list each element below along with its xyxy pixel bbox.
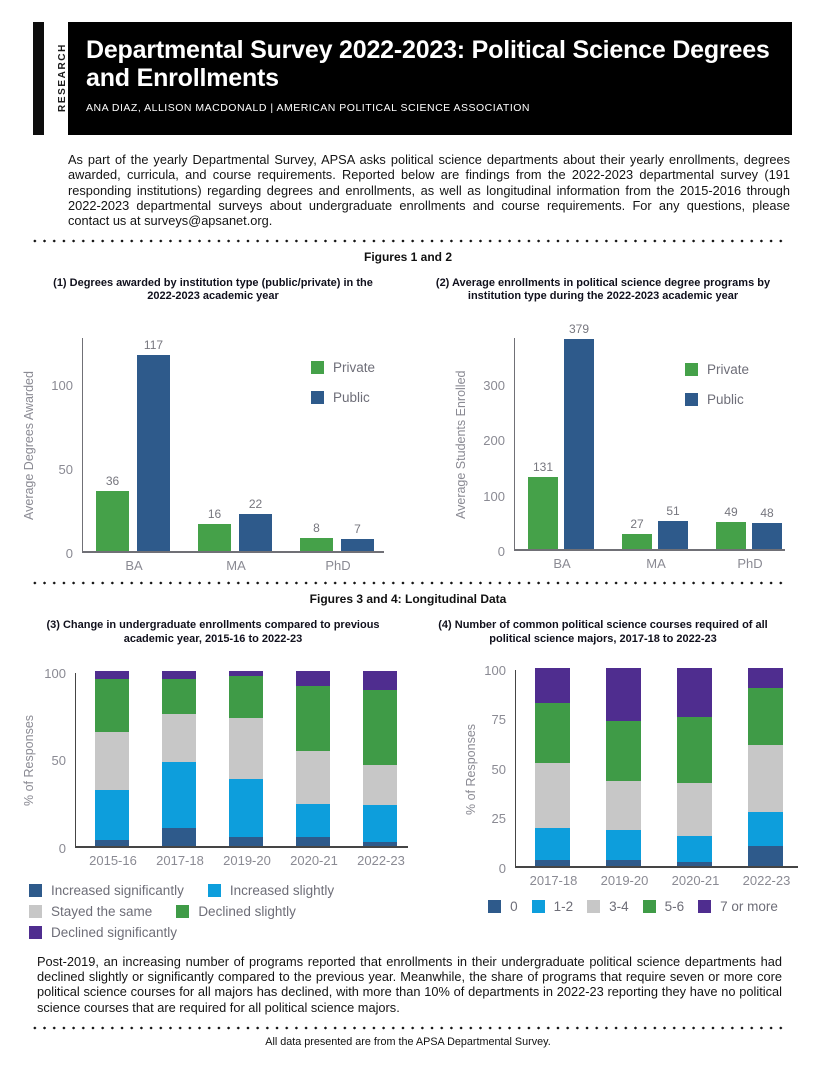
y-tick-label: 100 xyxy=(484,662,506,678)
legend-item xyxy=(176,904,296,919)
legend-label: 5-6 xyxy=(664,898,685,914)
y-tick-label: 50 xyxy=(58,462,73,478)
bar-value-label: 117 xyxy=(143,337,164,352)
legend-swatch xyxy=(685,393,698,406)
figure-2-y-ticks xyxy=(472,338,514,560)
figure-2 xyxy=(408,277,798,574)
legend-swatch xyxy=(532,900,545,913)
bar-with-label xyxy=(658,505,688,549)
figure-3-y-axis-label: % of Responses xyxy=(22,714,36,806)
legend-label: Public xyxy=(333,390,370,406)
legend-label: Public xyxy=(707,392,744,408)
legend-swatch xyxy=(29,905,42,918)
legend-item xyxy=(29,904,152,919)
figure-3-y-ticks xyxy=(40,665,75,856)
figures-1-2-row xyxy=(18,277,798,574)
bar-group xyxy=(528,323,594,549)
x-category-label: 2022-23 xyxy=(357,852,405,868)
stacked-bar xyxy=(677,668,712,866)
legend-item xyxy=(587,899,629,914)
stacked-bar xyxy=(229,671,263,846)
x-category-label: 2019-20 xyxy=(223,852,271,868)
bar-segment xyxy=(162,671,196,680)
bar-segment xyxy=(296,671,330,687)
bar-value-label: 379 xyxy=(568,322,590,336)
bar-segment xyxy=(296,804,330,837)
figure-2-plot-wrap xyxy=(514,322,785,572)
public-bar xyxy=(658,521,688,549)
bar-with-label xyxy=(96,475,129,551)
x-category-label: 2020-21 xyxy=(671,872,720,888)
x-category-label: PhD xyxy=(737,556,763,572)
bar-segment xyxy=(363,842,397,846)
intro-paragraph: As part of the yearly Departmental Survey, APSA asks political science departments about their yearly enrollments, degrees awarded, curricula, and course requirements. Reported below are findings from the 2022-2023 departmental survey (191 responding institutions) regarding degrees and enrollments, as well as longitudinal information from the 2015-2016 through 2022-2023 departmental surveys about undergraduate enrollments and course requirements. For any questions, please contact us at surveys@apsanet.org. xyxy=(68,152,790,229)
legend-label: Increased slightly xyxy=(229,882,335,898)
figure-4-chart xyxy=(460,662,798,888)
bar-value-label: 131 xyxy=(532,459,554,474)
bar-with-label xyxy=(300,522,333,551)
x-category-label: 2017-18 xyxy=(156,852,204,868)
y-tick-label: 100 xyxy=(483,488,505,504)
legend-item xyxy=(698,899,778,914)
bar-segment xyxy=(162,714,196,761)
bar-segment xyxy=(229,718,263,779)
bar-value-label: 36 xyxy=(105,473,120,488)
research-kicker: RESEARCH xyxy=(57,43,68,112)
bar-segment xyxy=(229,779,263,837)
bar-with-label xyxy=(341,523,374,551)
bar-segment xyxy=(677,836,712,862)
title-banner xyxy=(68,22,792,135)
bar-with-label xyxy=(716,506,746,549)
bar-segment xyxy=(162,679,196,714)
bar-value-label: 51 xyxy=(666,503,680,518)
bar-segment xyxy=(677,783,712,836)
legend-item xyxy=(643,899,685,914)
figures-3-4-row xyxy=(18,619,798,940)
legend-label: 7 or more xyxy=(720,898,778,914)
stacked-bar xyxy=(363,671,397,846)
legend-item xyxy=(488,899,518,914)
y-tick-label: 0 xyxy=(58,840,66,856)
figure-1 xyxy=(18,277,408,574)
y-tick-label: 0 xyxy=(498,860,506,876)
bar-segment xyxy=(95,790,129,841)
x-category-label: 2017-18 xyxy=(529,872,578,888)
legend-swatch xyxy=(29,926,42,939)
bar-value-label: 8 xyxy=(313,520,320,535)
legend-label: Stayed the same xyxy=(51,903,153,919)
figure-3-x-labels xyxy=(75,853,408,868)
x-category-label: PhD xyxy=(325,558,351,574)
stacked-bar xyxy=(606,668,641,866)
footer-source-note: All data presented are from the APSA Departmental Survey. xyxy=(265,1036,551,1049)
bar-segment xyxy=(296,837,330,846)
y-tick-label: 100 xyxy=(51,378,73,394)
legend-swatch xyxy=(587,900,600,913)
section-heading-figures-3-4: Figures 3 and 4: Longitudinal Data xyxy=(309,592,507,607)
bar-segment xyxy=(535,668,570,704)
y-tick-label: 300 xyxy=(483,377,505,393)
figure-4-legend xyxy=(468,899,798,914)
bar-segment xyxy=(535,860,570,866)
bar-segment xyxy=(606,830,641,860)
conclusion-paragraph: Post-2019, an increasing number of programs reported that enrollments in their undergraduate political science departments had declined slightly or significantly compared to the previous year. Meanwhile, the share of programs that require seven or more core political science courses for all majors has declined, with more than 10% of departments in 2022-23 reporting they have no political science courses that are required for all political science majors. xyxy=(37,953,782,1015)
bar-segment xyxy=(535,828,570,860)
x-category-label: 2022-23 xyxy=(742,872,791,888)
legend-swatch xyxy=(698,900,711,913)
section-heading-figures-1-2: Figures 1 and 2 xyxy=(363,249,453,264)
figure-1-y-axis-label: Average Degrees Awarded xyxy=(22,371,36,521)
bar-segment xyxy=(677,717,712,782)
bar-with-label xyxy=(528,461,558,550)
bar-segment xyxy=(95,679,129,732)
legend-item xyxy=(311,360,375,375)
figure-4-plot-area xyxy=(515,670,798,868)
legend-item xyxy=(311,390,375,405)
stacked-bar xyxy=(748,668,783,866)
stacked-bar xyxy=(535,668,570,866)
x-category-label: BA xyxy=(553,556,571,572)
legend-swatch xyxy=(311,391,324,404)
legend-item xyxy=(29,925,177,940)
x-category-label: 2019-20 xyxy=(600,872,649,888)
bar-value-label: 48 xyxy=(760,505,774,520)
bar-segment xyxy=(296,751,330,804)
legend-swatch xyxy=(29,884,42,897)
public-bar xyxy=(564,339,594,549)
bar-segment xyxy=(748,812,783,846)
bar-with-label xyxy=(622,518,652,549)
legend-label: Declined significantly xyxy=(51,924,178,940)
bar-segment xyxy=(535,763,570,828)
y-tick-label: 0 xyxy=(65,546,73,562)
dotted-divider xyxy=(30,239,788,243)
bar-segment xyxy=(229,837,263,846)
legend-swatch xyxy=(488,900,501,913)
bar-segment xyxy=(606,781,641,831)
private-bar xyxy=(716,522,746,549)
public-bar xyxy=(239,514,272,551)
bar-group xyxy=(96,339,170,552)
public-bar xyxy=(752,523,782,550)
y-tick-label: 25 xyxy=(491,811,506,827)
y-tick-label: 75 xyxy=(491,712,506,728)
legend-swatch xyxy=(176,905,189,918)
bar-segment xyxy=(606,860,641,866)
figure-2-plot-area xyxy=(514,322,785,551)
x-category-label: 2015-16 xyxy=(89,852,137,868)
legend-label: 1-2 xyxy=(553,898,574,914)
research-side-bar xyxy=(33,22,44,135)
byline: ANA DIAZ, ALLISON MACDONALD | AMERICAN POLITICAL SCIENCE ASSOCIATION xyxy=(86,102,530,114)
stacked-bar xyxy=(95,671,129,846)
y-tick-label: 50 xyxy=(51,753,66,769)
dotted-divider xyxy=(30,581,788,585)
figure-2-title: (2) Average enrollments in political science degree programs by institution type during the 2022-2023 academic year xyxy=(435,276,771,303)
bar-segment xyxy=(363,671,397,690)
legend-swatch xyxy=(311,361,324,374)
y-tick-label: 50 xyxy=(491,761,506,777)
stacked-bar xyxy=(162,671,196,846)
legend-item xyxy=(685,362,749,377)
bar-segment xyxy=(363,765,397,805)
bar-value-label: 49 xyxy=(724,505,738,520)
figure-4 xyxy=(408,619,798,940)
figure-4-title: (4) Number of common political science courses required of all political science majors, 2017-18 to 2022-23 xyxy=(438,619,768,645)
bar-group xyxy=(622,505,688,549)
legend-item xyxy=(685,392,749,407)
private-bar xyxy=(622,534,652,549)
bar-group xyxy=(716,506,782,549)
x-category-label: BA xyxy=(125,558,143,574)
legend-label: 0 xyxy=(510,898,518,914)
bar-segment xyxy=(677,668,712,718)
figure-3 xyxy=(18,619,408,940)
legend-item xyxy=(29,883,184,898)
figure-1-legend xyxy=(311,360,375,405)
bar-segment xyxy=(363,690,397,765)
bar-with-label xyxy=(752,507,782,550)
bar-segment xyxy=(606,668,641,721)
bar-group xyxy=(198,498,272,551)
figure-1-chart xyxy=(18,338,408,573)
figure-3-legend xyxy=(29,883,414,940)
private-bar xyxy=(198,524,231,551)
bar-segment xyxy=(748,688,783,745)
bar-value-label: 22 xyxy=(248,497,263,512)
bar-value-label: 27 xyxy=(630,517,644,532)
bar-segment xyxy=(748,668,783,688)
figure-3-title: (3) Change in undergraduate enrollments compared to previous academic year, 2015-16 to 2022-23 xyxy=(46,619,380,645)
bar-with-label xyxy=(239,498,272,551)
y-tick-label: 100 xyxy=(44,665,66,681)
bar-segment xyxy=(162,828,196,846)
bar-segment xyxy=(748,846,783,866)
bar-group xyxy=(300,522,374,551)
page-title: Departmental Survey 2022-2023: Political Science Degrees and Enrollments xyxy=(86,36,770,92)
legend-swatch xyxy=(685,363,698,376)
private-bar xyxy=(300,538,333,551)
figure-1-x-labels xyxy=(82,558,384,573)
figure-3-plot-wrap xyxy=(75,673,408,868)
bar-with-label xyxy=(564,323,594,549)
figure-3-plot-area xyxy=(75,673,408,848)
bar-with-label xyxy=(198,508,231,551)
y-tick-label: 0 xyxy=(497,544,505,560)
figure-1-plot-area xyxy=(82,338,384,553)
figure-2-legend xyxy=(685,362,749,407)
figure-1-y-ticks xyxy=(40,338,82,562)
public-bar xyxy=(341,539,374,551)
stacked-bar xyxy=(296,671,330,846)
legend-swatch xyxy=(643,900,656,913)
bar-segment xyxy=(95,671,129,680)
bar-value-label: 7 xyxy=(354,522,361,537)
figure-4-y-axis-label: % of Responses xyxy=(464,723,478,815)
figure-2-chart xyxy=(450,322,798,572)
x-category-label: MA xyxy=(226,558,246,574)
bar-segment xyxy=(162,762,196,829)
figure-4-plot-wrap xyxy=(515,670,798,888)
bar-value-label: 16 xyxy=(207,507,222,522)
report-header xyxy=(33,22,792,135)
bar-segment xyxy=(535,703,570,762)
figure-1-plot-wrap xyxy=(82,338,384,573)
legend-swatch xyxy=(208,884,221,897)
legend-item xyxy=(208,883,334,898)
legend-label: Private xyxy=(333,360,376,376)
legend-label: Private xyxy=(707,362,750,378)
figure-1-title: (1) Degrees awarded by institution type (public/private) in the 2022-2023 academic year xyxy=(53,276,373,303)
figure-4-x-labels xyxy=(515,873,798,888)
bar-segment xyxy=(95,732,129,790)
bar-segment xyxy=(95,840,129,845)
bar-segment xyxy=(748,745,783,812)
figure-4-y-ticks xyxy=(482,662,515,876)
legend-item xyxy=(532,899,574,914)
private-bar xyxy=(528,477,558,550)
figure-2-x-labels xyxy=(514,556,785,571)
legend-label: Increased significantly xyxy=(51,882,184,898)
x-category-label: 2020-21 xyxy=(290,852,338,868)
legend-label: Declined slightly xyxy=(198,903,296,919)
bar-with-label xyxy=(137,339,170,552)
bar-segment xyxy=(296,686,330,751)
dotted-divider xyxy=(30,1026,788,1030)
public-bar xyxy=(137,355,170,552)
figure-3-chart xyxy=(18,665,408,868)
private-bar xyxy=(96,491,129,551)
bar-segment xyxy=(363,805,397,842)
bar-segment xyxy=(677,862,712,866)
legend-label: 3-4 xyxy=(609,898,629,914)
x-category-label: MA xyxy=(646,556,666,572)
figure-2-y-axis-label: Average Students Enrolled xyxy=(454,370,468,519)
bar-segment xyxy=(229,676,263,718)
bar-segment xyxy=(606,721,641,780)
y-tick-label: 200 xyxy=(483,433,505,449)
